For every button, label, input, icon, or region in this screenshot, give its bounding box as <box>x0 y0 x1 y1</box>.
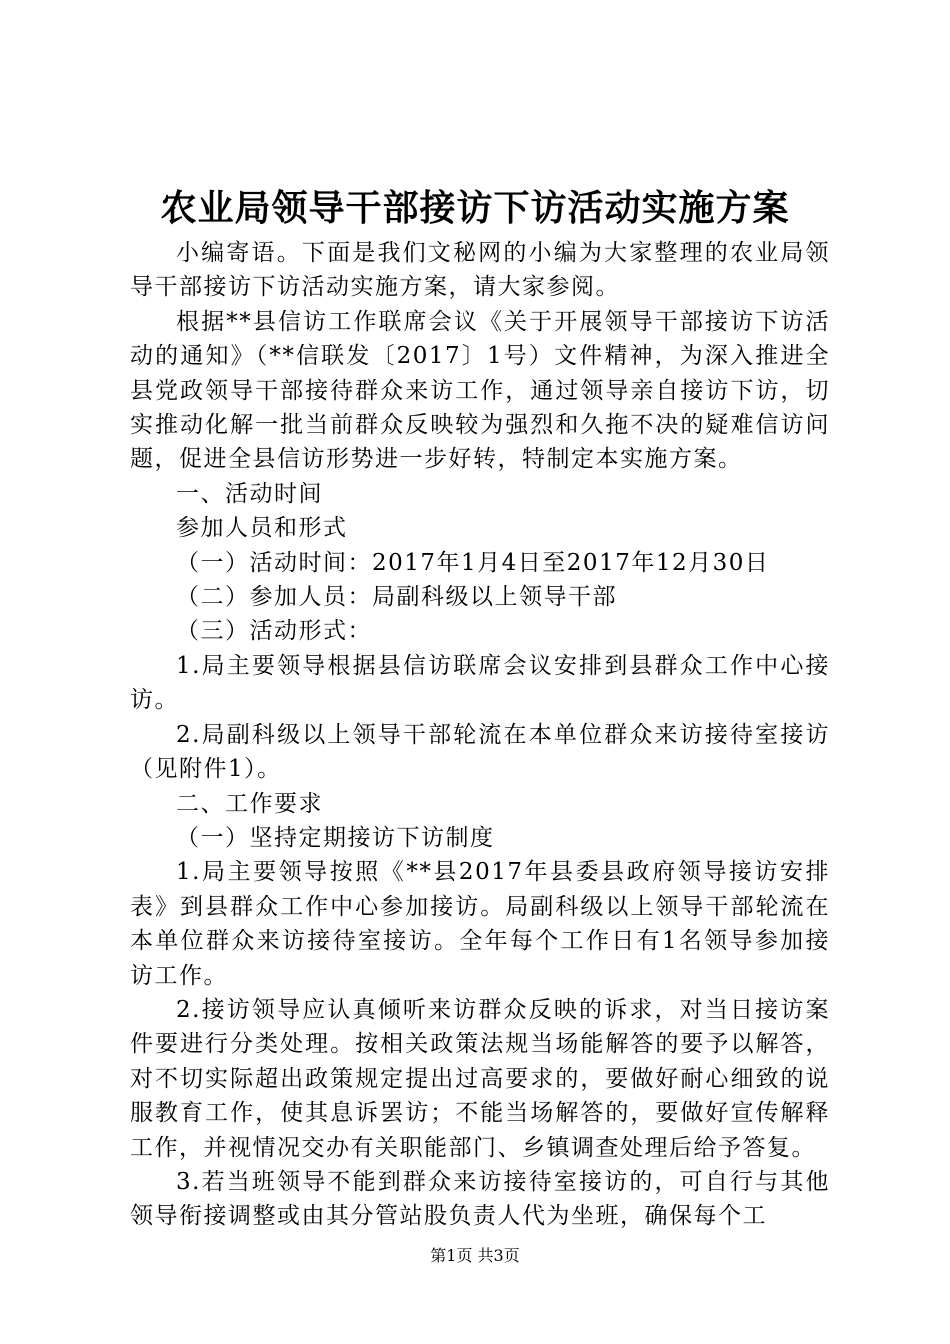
item-activity-time: （一）活动时间：2017年1月4日至2017年12月30日 <box>176 549 770 576</box>
list-item-requirement-3: 3.若当班领导不能到群众来访接待室接访的，可自行与其他领导衔接调整或由其分管站股负责人代为坐班，确保每个工 <box>130 1168 830 1230</box>
paragraph-basis: 根据**县信访工作联席会议《关于开展领导干部接访下访活动的通知》（**信联发〔2017〕1号）文件精神，为深入推进全县党政领导干部接待群众来访工作，通过领导亲自接访下访，切实推动化解一批当前群众反映较为强烈和久拖不决的疑难信访问题，促进全县信访形势进一步好转，特制定本实施方案。 <box>130 308 830 473</box>
paragraph-intro: 小编寄语。下面是我们文秘网的小编为大家整理的农业局领导干部接访下访活动实施方案，请大家参阅。 <box>130 240 830 301</box>
section-heading-requirements: 二、工作要求 <box>176 790 323 817</box>
subheading-participants-form: 参加人员和形式 <box>176 515 348 542</box>
section-heading-activity-time: 一、活动时间 <box>176 480 323 507</box>
list-item-form-1: 1.局主要领导根据县信访联席会议安排到县群众工作中心接访。 <box>130 652 830 714</box>
list-item-requirement-2: 2.接访领导应认真倾听来访群众反映的诉求，对当日接访案件要进行分类处理。按相关政策法规当场能解答的要予以解答，对不切实际超出政策规定提出过高要求的，要做好耐心细致的说服教育工作，使其息诉罢访；不能当场解答的，要做好宣传解释工作，并视情况交办有关职能部门、乡镇调查处理后给予答复。 <box>130 996 830 1161</box>
item-participants: （二）参加人员：局副科级以上领导干部 <box>176 584 617 611</box>
item-activity-form: （三）活动形式： <box>176 618 372 645</box>
list-item-requirement-1: 1.局主要领导按照《**县2017年县委县政府领导接访安排表》到县群众工作中心参加接访。局副科级以上领导干部轮流在本单位群众来访接待室接访。全年每个工作日有1名领导参加接访工作。 <box>130 859 830 989</box>
document-title: 农业局领导干部接访下访活动实施方案 <box>160 187 790 229</box>
document-body <box>130 236 830 1234</box>
page-number-footer: 第1页 共3页 <box>430 1246 520 1265</box>
subheading-regular-visits: （一）坚持定期接访下访制度 <box>176 824 495 851</box>
list-item-form-2: 2.局副科级以上领导干部轮流在本单位群众来访接待室接访（见附件1）。 <box>130 721 830 783</box>
